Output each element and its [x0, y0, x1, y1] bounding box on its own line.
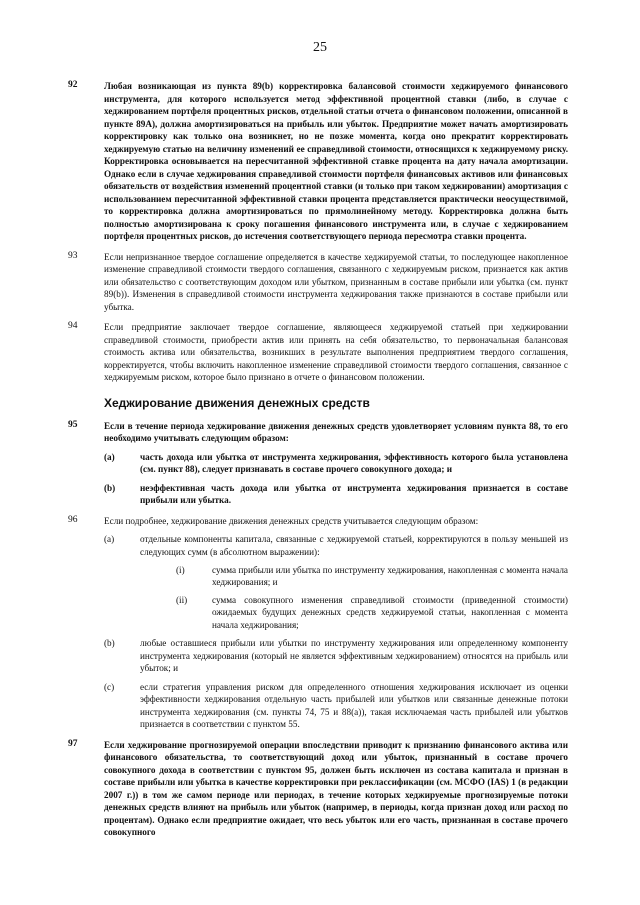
list-text: отдельные компоненты капитала, связанные с хеджируемой статьей, корректируются в пользу меньшей из следующих сумм (в абсолютном выражении):: [140, 534, 568, 557]
list-item: [104, 451, 568, 476]
page-number: 25: [313, 40, 327, 55]
paragraph-number: 94: [68, 321, 78, 332]
paragraph-text: Если предприятие заключает твердое соглашение, являющееся хеджируемой статьей при хеджировании справедливой стоимости, приобрести актив или принять на себя обязательство, то первоначальная балансовая стоимость актива или обязательства, возникших в результате выполнения предприятием твердого соглашения, корректируется, чтобы включить накопленное изменение справедливой стоимости твердого соглашения, связанное с хеджируемым риском, которое было признано в отчете о финансовом положении.: [104, 322, 568, 383]
paragraph-text: Если хеджирование прогнозируемой операции впоследствии приводит к признанию финансового актива или финансового обязательства, то соответствующий доход или убыток, признанный в составе прочего совокупного дохода в соответствии с пунктом 95, должен быть исключен из состава капитала и признан в составе прибыли или убытка в качестве корректировки при реклассификации (см. МСФО (IAS) 1 (в редакции 2007 г.)) в том же самом периоде или периодах, в течение которых хеджируемые прогнозируемые потоки денежных средств влияют на прибыль или убыток (например, в периоды, когда признан доход или расход по процентам). Однако если предприятие ожидает, что весь убыток или его часть, признанная в составе прочего совокупного: [104, 739, 568, 838]
section-heading: Хеджирование движения денежных средств: [104, 395, 370, 410]
list-label: (a): [104, 534, 115, 545]
list-item: [104, 637, 568, 675]
list-label: (a): [104, 451, 115, 462]
sub-list-item: [176, 594, 568, 632]
sub-list-label: (i): [176, 564, 185, 575]
list-item: [104, 681, 568, 731]
paragraph-text: Если непризнанное твердое соглашение определяется в качестве хеджируемой статьи, то последующее накопленное изменение справедливой стоимости твердого соглашения, связанного с хеджируемым риском, признается как актив или обязательство с соответствующим доходом или убытком, признанным в составе прибыли или убытка (см. пункт 89(b)). Изменения в справедливой стоимости инструмента хеджирования также признаются в составе прибыли или убытка.: [104, 251, 568, 312]
paragraph-number: 93: [68, 250, 78, 261]
paragraph-94: [68, 321, 568, 384]
paragraph-96: [68, 515, 568, 731]
list-label: (b): [104, 638, 115, 649]
sub-list-text: сумма совокупного изменения справедливой стоимости (приведенной стоимости) ожидаемых будущих денежных средств хеджируемой статьи, накопленная с момента начала хеджирования;: [212, 594, 568, 630]
list-text: любые оставшиеся прибыли или убытки по инструменту хеджирования или определенному компоненту инструмента хеджирования (который не является эффективным хеджированием) относятся на прибыль или убыток; и: [140, 638, 568, 674]
paragraph-number: 96: [68, 514, 78, 525]
list-item: [104, 482, 568, 507]
paragraph-text: Любая возникающая из пункта 89(b) корректировка балансовой стоимости хеджируемого финансового инструмента, для которого используется метод эффективной процентной ставки (либо, в случае с хеджированием портфеля процентных рисков, отдельной статьи отчета о финансовом положении, описанной в пункте 89А), должна амортизироваться на прибыль или убыток. Предприятие может начать амортизировать корректировку как только она возникнет, но не позже момента, когда оно прекратит корректировать хеджируемую статью на величину изменений ее справедливой стоимости, относящихся к хеджируемому риску. Корректировка основывается на пересчитанной эффективной ставке процента на дату начала амортизации. Однако если в случае хеджирования справедливой стоимости портфеля финансовых активов или финансовых обязательств от воздействия изменений процентной ставки (и только при таком хеджировании) амортизация с использованием пересчитанной эффективной ставки процента представляется практически неосуществимой, то корректировка должна амортизироваться по прямолинейному методу. Корректировка должна быть полностью амортизирована к сроку погашения финансового инструмента или, в случае с хеджированием портфеля процентных рисков, до истечения соответствующего периода пересмотра ставки процента.: [104, 81, 568, 242]
paragraph-text: Если в течение периода хеджирование движения денежных средств удовлетворяет условиям пункта 88, то его необходимо учитывать следующим образом:: [104, 420, 568, 444]
paragraph-number: 97: [68, 738, 78, 749]
paragraph-92: [68, 80, 568, 243]
sub-list-item: [176, 564, 568, 589]
document-body: [68, 80, 568, 847]
paragraph-number: 95: [68, 419, 78, 430]
list-label: (b): [104, 482, 116, 493]
paragraph-95: [68, 420, 568, 507]
list-text: если стратегия управления риском для определенного отношения хеджирования исключает из оценки эффективности хеджирования отдельную часть прибылей или убытков или связанные денежные потоки инструмента хеджирования (см. пункты 74, 75 и 88(a)), такая исключаемая часть прибылей или убытков признается в соответствии с пунктом 55.: [140, 681, 568, 730]
paragraph-93: [68, 251, 568, 314]
list-label: (c): [104, 681, 115, 692]
paragraph-number: 92: [68, 80, 78, 90]
list-item: [104, 533, 568, 631]
list-text: неэффективная часть дохода или убытка от инструмента хеджирования признается в составе прибыли или убытка.: [140, 482, 568, 506]
sub-list-text: сумма прибыли или убытка по инструменту хеджирования, накопленная с момента начала хеджирования; и: [212, 564, 568, 588]
paragraph-97: [68, 739, 568, 839]
paragraph-text: Если подробнее, хеджирование движения денежных средств учитывается следующим образом:: [104, 515, 479, 526]
list-text: часть дохода или убытка от инструмента хеджирования, эффективность которого была установлена (см. пункт 88), следует признавать в составе прочего совокупного дохода; и: [140, 451, 568, 475]
sub-list-label: (ii): [176, 594, 188, 605]
